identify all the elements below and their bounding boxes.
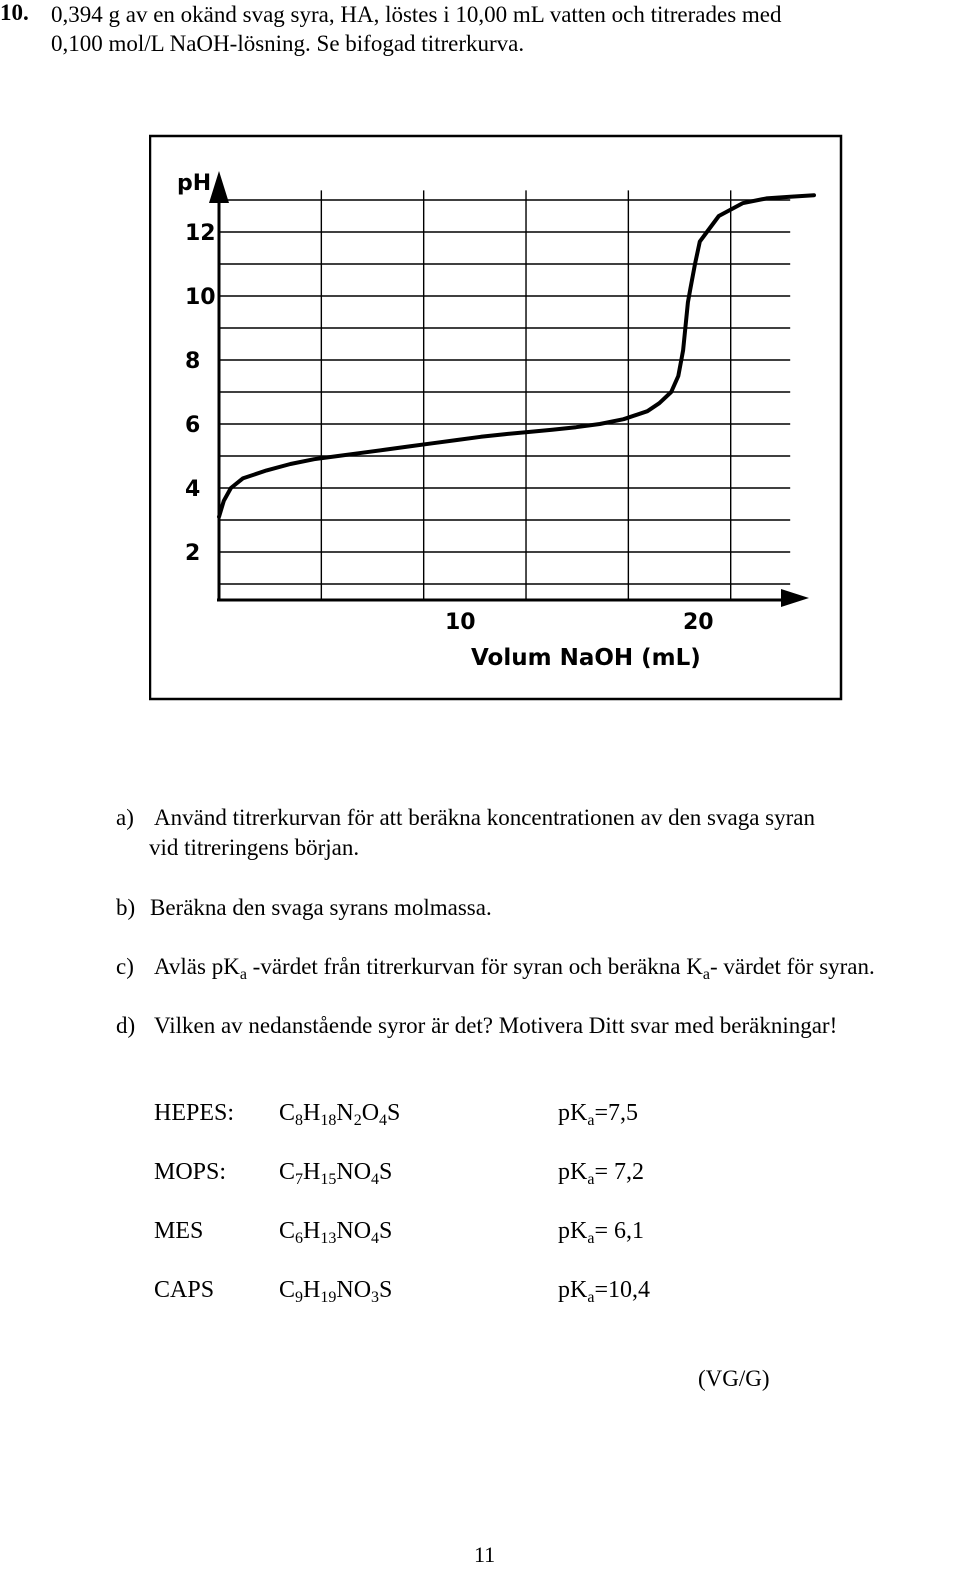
titration-curve xyxy=(219,195,814,517)
acid-pka xyxy=(558,1277,650,1304)
grade-label: (VG/G) xyxy=(698,1366,770,1391)
chart-series xyxy=(219,195,814,517)
formula-subscript: 4 xyxy=(371,1171,380,1188)
question-c xyxy=(116,952,960,985)
pka-prefix: pK xyxy=(558,1159,588,1185)
formula-element: N xyxy=(336,1277,354,1303)
question-a-line1: Använd titrerkurvan för att beräkna koncentrationen av den svaga syran xyxy=(154,805,815,830)
formula-element: S xyxy=(379,1159,393,1185)
question-b xyxy=(116,893,936,923)
formula-element: N xyxy=(336,1218,354,1244)
formula-element: O xyxy=(353,1159,372,1185)
question-d-text: Vilken av nedanstående syror är det? Motivera Ditt svar med beräkningar! xyxy=(154,1013,838,1038)
question-c-text-post: - värdet för syran. xyxy=(710,954,875,979)
acid-name: MES xyxy=(154,1218,204,1244)
question-number: 10. xyxy=(0,0,29,25)
formula-element: S xyxy=(387,1100,401,1126)
y-tick-labels xyxy=(185,221,216,566)
formula-subscript: 15 xyxy=(320,1171,337,1188)
y-axis-arrow xyxy=(209,171,229,203)
pka-value: =10,4 xyxy=(594,1277,650,1303)
pka-prefix: pK xyxy=(558,1100,588,1126)
question-intro xyxy=(51,0,931,58)
question-c-text-pre: Avläs pK xyxy=(154,954,240,979)
pka-prefix: pK xyxy=(558,1277,588,1303)
formula-element: O xyxy=(353,1218,372,1244)
formula-subscript: 19 xyxy=(320,1289,337,1306)
y-tick-label: 12 xyxy=(185,221,216,246)
formula-element: N xyxy=(336,1100,354,1126)
formula-element: S xyxy=(379,1218,393,1244)
formula-element: H xyxy=(303,1100,321,1126)
pka-sub: a xyxy=(587,1230,595,1247)
acid-formula xyxy=(279,1218,392,1245)
acid-name: CAPS xyxy=(154,1277,215,1303)
pka-value: =7,5 xyxy=(594,1100,638,1126)
pka-sub: a xyxy=(587,1289,595,1306)
formula-subscript: 7 xyxy=(295,1171,304,1188)
chart-axes xyxy=(209,171,809,607)
acid-formula xyxy=(279,1159,392,1186)
formula-element: H xyxy=(303,1277,321,1303)
formula-subscript: 2 xyxy=(353,1112,362,1129)
x-axis-label: Volum NaOH (mL) xyxy=(471,645,701,671)
formula-element: H xyxy=(303,1159,321,1185)
y-tick-label: 2 xyxy=(185,541,201,566)
x-tick-labels xyxy=(445,610,714,635)
formula-element: C xyxy=(279,1277,296,1303)
formula-subscript: 4 xyxy=(379,1112,388,1129)
acid-pka xyxy=(558,1159,644,1186)
formula-element: H xyxy=(303,1218,321,1244)
formula-element: S xyxy=(379,1277,393,1303)
question-a-label: a) xyxy=(116,805,134,830)
question-c-text-mid: -värdet från titrerkurvan för syran och beräkna K xyxy=(246,954,703,979)
page-number: 11 xyxy=(474,1542,496,1567)
pka-value: = 6,1 xyxy=(594,1218,644,1244)
pka-value: = 7,2 xyxy=(594,1159,644,1185)
question-d xyxy=(116,1011,960,1041)
question-intro-line2: 0,100 mol/L NaOH-lösning. Se bifogad titrerkurva. xyxy=(51,31,525,56)
question-intro-line1: 0,394 g av en okänd svag syra, HA, löstes i 10,00 mL vatten och titrerades med xyxy=(51,2,782,27)
x-tick-label: 20 xyxy=(683,610,714,635)
formula-subscript: 3 xyxy=(371,1289,380,1306)
formula-subscript: 6 xyxy=(295,1230,304,1247)
y-tick-label: 10 xyxy=(185,285,216,310)
formula-element: C xyxy=(279,1218,296,1244)
y-tick-label: 6 xyxy=(185,413,201,438)
acid-formula xyxy=(279,1100,400,1127)
formula-element: C xyxy=(279,1159,296,1185)
question-a xyxy=(116,803,936,863)
question-d-label: d) xyxy=(116,1013,136,1038)
question-b-text: Beräkna den svaga syrans molmassa. xyxy=(150,895,492,920)
formula-subscript: 18 xyxy=(320,1112,337,1129)
question-c-sub1: a xyxy=(239,966,247,983)
formula-subscript: 8 xyxy=(295,1112,304,1129)
pka-sub: a xyxy=(587,1171,595,1188)
acid-pka xyxy=(558,1100,638,1127)
y-tick-label: 4 xyxy=(185,477,201,502)
chart-grid xyxy=(219,190,790,600)
titration-chart xyxy=(149,133,845,703)
question-c-sub2: a xyxy=(702,966,710,983)
acid-name: HEPES: xyxy=(154,1100,235,1126)
formula-subscript: 9 xyxy=(295,1289,304,1306)
y-tick-label: 8 xyxy=(185,349,201,374)
formula-element: O xyxy=(353,1277,372,1303)
question-a-line2: vid titreringens början. xyxy=(149,835,360,860)
acid-name: MOPS: xyxy=(154,1159,227,1185)
formula-element: N xyxy=(336,1159,354,1185)
question-c-label: c) xyxy=(116,954,134,979)
formula-subscript: 4 xyxy=(371,1230,380,1247)
pka-sub: a xyxy=(587,1112,595,1129)
x-tick-label: 10 xyxy=(445,610,476,635)
formula-element: C xyxy=(279,1100,296,1126)
acid-pka xyxy=(558,1218,644,1245)
acid-formula xyxy=(279,1277,392,1304)
pka-prefix: pK xyxy=(558,1218,588,1244)
x-axis-arrow xyxy=(781,589,809,607)
question-b-label: b) xyxy=(116,895,136,920)
chart-frame xyxy=(150,136,841,699)
y-axis-label: pH xyxy=(177,171,212,196)
formula-subscript: 13 xyxy=(320,1230,337,1247)
formula-element: O xyxy=(361,1100,380,1126)
